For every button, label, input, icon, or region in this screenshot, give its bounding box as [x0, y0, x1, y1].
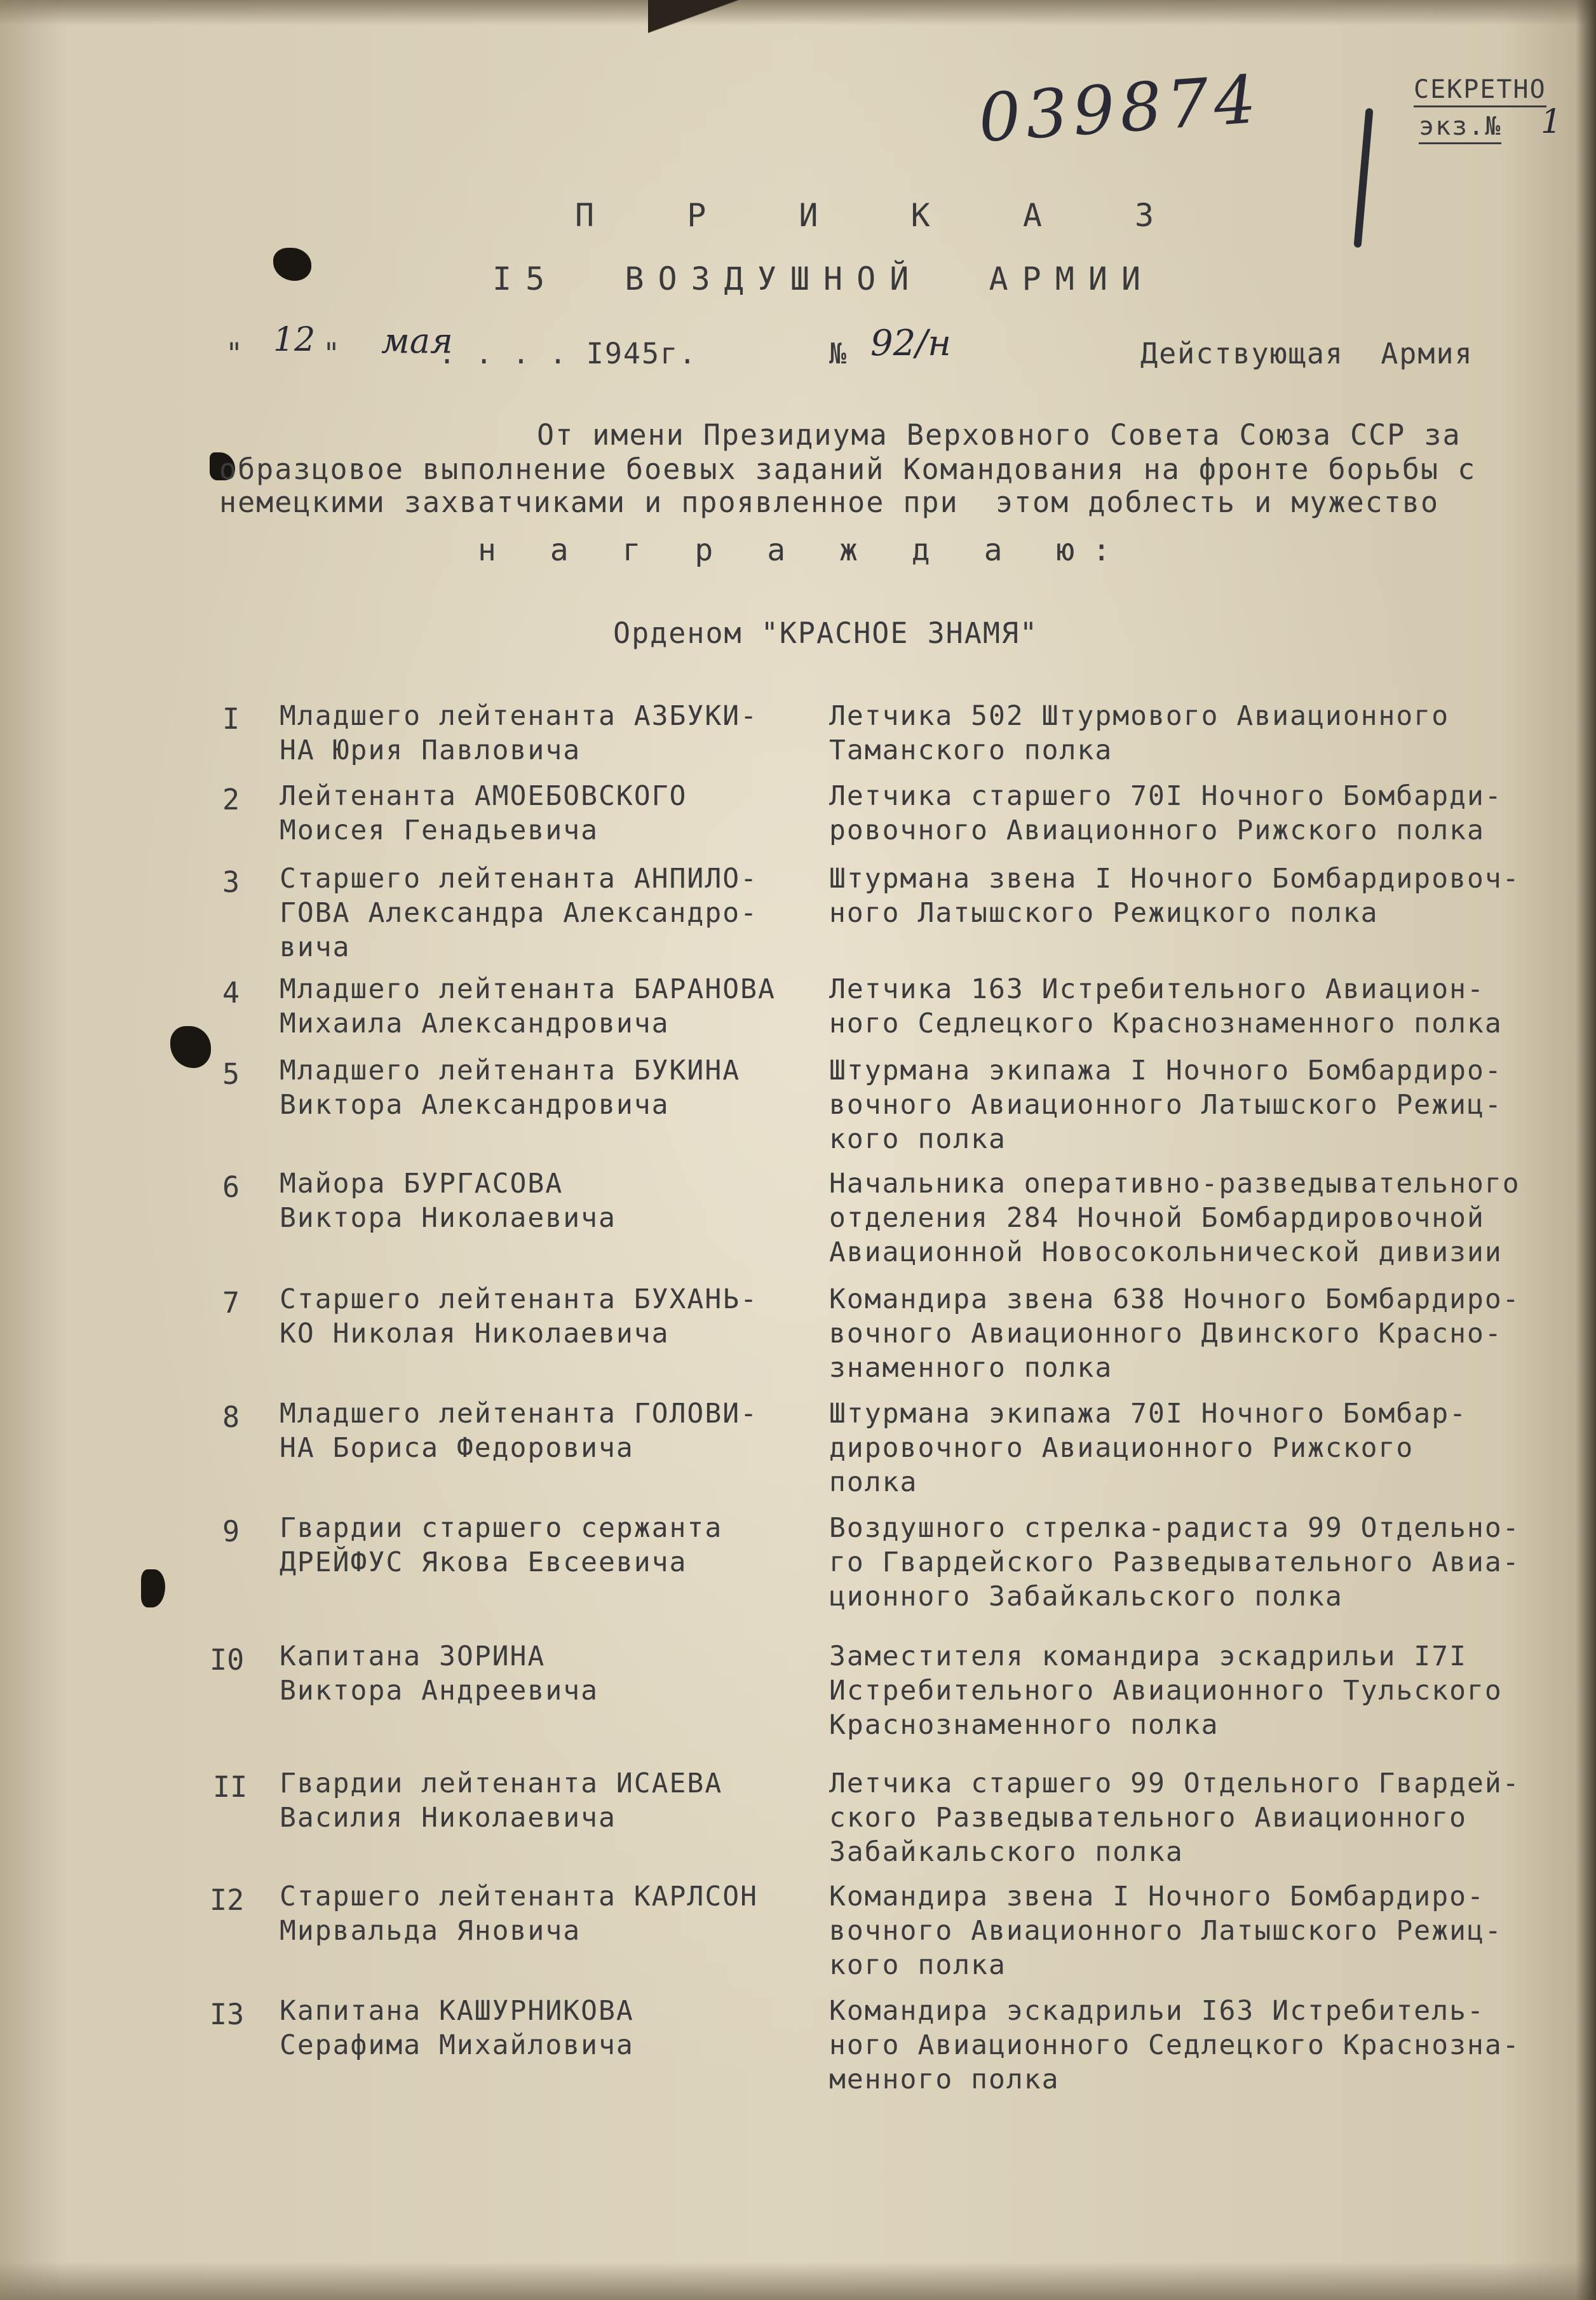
entry-number: II [213, 1770, 248, 1804]
entry-name: Старшего лейтенанта БУХАНЬ- КО Николая Николаевича [280, 1283, 758, 1350]
date-quote-close: " [323, 337, 342, 370]
entry-position: Командира эскадрильи I63 Истребитель- ного Авиационного Седлецкого Краснозна- менного полка [829, 1995, 1520, 2095]
preamble-line-2: образцовое выполнение боевых заданий Командования на фронте борьбы с [219, 452, 1477, 486]
paper-edge-bottom [0, 2262, 1596, 2300]
entry-number: 8 [222, 1400, 240, 1434]
punch-hole-middle [170, 1026, 211, 1068]
entry-position: Штурмана экипажа 70I Ночного Бомбар- дировочного Авиационного Рижского полка [829, 1398, 1467, 1498]
date-year: . . . . I945г. [438, 337, 698, 370]
preamble-line-1: От имени Президиума Верховного Совета Союза ССР за [537, 418, 1461, 452]
entry-number: 3 [222, 865, 240, 899]
entry-name: Младшего лейтенанта БАРАНОВА Михаила Александровича [280, 973, 776, 1039]
entry-position: Командира звена I Ночного Бомбардиро- вочного Авиационного Латышского Режиц- кого полка [829, 1881, 1503, 1981]
entry-number: 4 [222, 976, 240, 1010]
entry-name: Старшего лейтенанта КАРЛСОН Мирвальда Яновича [280, 1881, 758, 1947]
award-verb: н а г р а ж д а ю: [478, 532, 1129, 568]
entry-position: Летчика 502 Штурмового Авиационного Таманского полка [829, 700, 1450, 766]
army-name: I5 ВОЗДУШНОЙ АРМИИ [492, 260, 1155, 297]
preamble-line-3: немецкими захватчиками и проявленное при этом доблесть и мужество [219, 485, 1440, 519]
entry-number: 2 [222, 783, 240, 816]
paper-tear-lower [141, 1569, 165, 1607]
order-number: 92/н [870, 323, 952, 364]
secrecy-block [1414, 75, 1580, 146]
order-number-sign: № [829, 337, 848, 370]
entry-name: Младшего лейтенанта АЗБУКИ- НА Юрия Павловича [280, 700, 758, 766]
award-heading: Орденом "КРАСНОЕ ЗНАМЯ" [613, 616, 1039, 650]
paper-edge-top [0, 0, 1596, 25]
corner-crease [648, 0, 788, 57]
entry-position: Штурмана экипажа I Ночного Бомбардиро- вочного Авиационного Латышского Режиц- кого полка [829, 1055, 1503, 1155]
entry-number: 7 [222, 1286, 240, 1320]
entry-position: Летчика 163 Истребительного Авиацион- ного Седлецкого Краснознаменного полка [829, 973, 1503, 1039]
entry-name: Гвардии старшего сержанта ДРЕЙФУС Якова Евсеевича [280, 1512, 723, 1578]
entry-name: Майора БУРГАСОВА Виктора Николаевича [280, 1168, 616, 1234]
entry-position: Командира звена 638 Ночного Бомбардиро- вочного Авиационного Двинского Красно- знаменного полка [829, 1283, 1520, 1384]
registry-number: 039874 [976, 60, 1264, 158]
copy-label: экз.№ [1419, 112, 1501, 144]
entry-position: Штурмана звена I Ночного Бомбардировоч- ного Латышского Режицкого полка [829, 863, 1520, 929]
entry-name: Лейтенанта АМОЕБОВСКОГО Моисея Генадьевича [280, 780, 687, 846]
entry-position: Заместителя командира эскадрильи I7I Истребительного Авиационного Тульского Краснознаменного полка [829, 1640, 1503, 1741]
date-month: мая [381, 321, 453, 361]
entry-position: Воздушного стрелка-радиста 99 Отдельно- го Гвардейского Разведывательного Авиа- ционного Забайкальского полка [829, 1512, 1520, 1613]
date-quote-open: " [226, 337, 245, 370]
entry-name: Младшего лейтенанта БУКИНА Виктора Александровича [280, 1055, 741, 1121]
entry-name: Гвардии лейтенанта ИСАЕВА Василия Николаевича [280, 1768, 723, 1834]
pencil-mark [1353, 108, 1373, 248]
entry-number: 6 [222, 1170, 240, 1204]
copy-number: 1 [1541, 103, 1562, 141]
entry-position: Летчика старшего 99 Отдельного Гвардей- ского Разведывательного Авиационного Забайкальского полка [829, 1768, 1520, 1868]
entry-position: Летчика старшего 70I Ночного Бомбарди- ровочного Авиационного Рижского полка [829, 780, 1503, 846]
date-day: 12 [273, 321, 316, 359]
entry-name: Старшего лейтенанта АНПИЛО- ГОВА Александра Александро- вича [280, 863, 758, 963]
order-place: Действующая Армия [1140, 337, 1473, 370]
entry-number: 9 [222, 1515, 240, 1548]
entry-name: Младшего лейтенанта ГОЛОВИ- НА Бориса Федоровича [280, 1398, 758, 1464]
entry-number: I2 [210, 1883, 245, 1917]
entry-number: I0 [210, 1643, 245, 1677]
entry-number: I3 [210, 1998, 245, 2031]
entry-name: Капитана ЗОРИНА Виктора Андреевича [280, 1640, 598, 1707]
entry-number: I [222, 702, 240, 736]
entry-number: 5 [222, 1057, 240, 1091]
secret-label: СЕКРЕТНО [1414, 75, 1546, 107]
punch-hole-top [273, 248, 311, 281]
entry-name: Капитана КАШУРНИКОВА Серафима Михайловича [280, 1995, 634, 2061]
entry-position: Начальника оперативно-разведывательного отделения 284 Ночной Бомбардировочной Авиационной Новосокольнической дивизии [829, 1168, 1520, 1268]
order-title: П Р И К А З [575, 197, 1191, 234]
